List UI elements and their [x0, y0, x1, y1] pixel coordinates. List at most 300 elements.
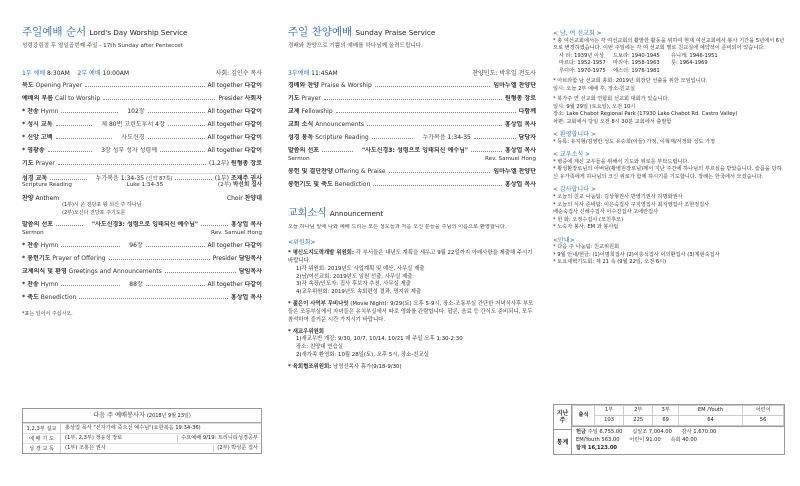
next-week-key: 예 배 기 도: [23, 434, 61, 443]
leader-dots: [375, 82, 491, 87]
order-item-leader-ko: 다같이: [244, 133, 262, 141]
order-item-detail: 3장 성부 성자 성령께: [101, 146, 158, 154]
scripture-reader-2: 박선희 집사: [233, 181, 262, 188]
praise-order-list-2: [288, 168, 536, 190]
order-row: [288, 181, 536, 190]
order-item: [22, 268, 162, 276]
news-sections: [553, 30, 785, 267]
scripture-mid: 누가복음 1:34-35: [95, 174, 145, 182]
order-item-leader: [493, 82, 536, 90]
praise-order-list-1: [288, 82, 536, 143]
next-week-row: [23, 443, 261, 453]
order-item-en: Hymn: [40, 281, 59, 289]
praise-sermon-ko: 말씀의 선포: [288, 146, 320, 154]
scripture-en-row: [22, 182, 262, 190]
third-service-label: 3부예배: [288, 70, 310, 78]
order-item-leader-ko: 사회자: [244, 94, 262, 102]
offering-thanks: 감사 1,670.00: [681, 429, 717, 435]
news-line: 일시: 9월 29일 (토요일), 오전 10시: [553, 103, 636, 110]
announcement-item-head: * 육회협조위원회:: [288, 363, 332, 370]
news-line: * 9월 안내/헌금: (1)이명희집사 (2)이층석집사 이의환집사 (3)계현숙집사: [553, 251, 720, 258]
news-line: * 등록: 유지형/김영란 성도 유승희(아들) 가정, 이혁재/서정화 성도 가정: [553, 138, 716, 145]
announcement-item-text: [288, 364, 536, 372]
attendance-value: 225: [624, 416, 653, 426]
offering-block: [572, 426, 784, 454]
order-item: [22, 95, 100, 103]
announcement-items: [288, 250, 536, 372]
leader-dots: [367, 121, 502, 126]
order-item-leader-ko: 담임목사: [238, 268, 262, 276]
announcement-item-body: (Movie Night): 9/29(토) 오후 5-9시, 장소-조동부실 간단한 저녁식사후 부모들은 조동부실에서 자녀들은 유치부실에서 따로 영화를 관람합니다. 팝콘, 음료 등 간식도 준비되니, 모두 참석하여 즐거운 시간 가지시기 바랍니다.: [288, 301, 534, 323]
order-item-leader: [208, 134, 263, 142]
order-item-en: Announcements: [315, 120, 364, 128]
order-item-ko: * 찬송: [22, 281, 39, 289]
leader-dots: [373, 181, 502, 186]
order-row: [288, 121, 536, 130]
announcement-item-body: 남영선목사 휴가(9/18-9/30): [333, 363, 402, 370]
sermon-en-row: [22, 230, 262, 238]
attendance-table: [572, 405, 784, 426]
news-line: * 황성환장로님의 아버님(황병원장로님)께서 지난 주간에 하나님의 부르심을 받았습니다. 슬픔을 당하신 유가족에게 하나님의 크신 위로가 함께 하시기를 기도합니다. 장례는 한국에서 모셨습니다.: [553, 166, 782, 180]
scripture-row: [22, 173, 262, 182]
news-line: * 노숙자 봉사: EM 과 봉사팀: [553, 224, 619, 231]
order-item-leader-ko: 임마누엘 찬양단: [493, 167, 536, 175]
leader-dots: [168, 121, 205, 126]
praise-sermon-row: [288, 147, 536, 156]
order-item: [22, 82, 82, 90]
news-body: [553, 159, 785, 182]
news-heading: < 환영합니다 >: [553, 131, 596, 139]
presider: 사회: 김인수 목사: [215, 70, 262, 78]
order-list-1: [22, 82, 262, 169]
order-item: [22, 134, 53, 142]
mission-groups-grid: [553, 53, 785, 76]
worship-order-column: [22, 0, 262, 486]
order-row: [22, 294, 262, 303]
attendance-value: 69: [653, 416, 679, 426]
order-item-ko: * 성시 교독: [22, 120, 53, 128]
order-item-en: Fellowship: [301, 107, 333, 115]
order-item-leader-ko: 다같이: [244, 81, 262, 89]
next-week-value: (1부, 2,3부) 정웅성 장로: [65, 435, 123, 441]
worship-title-en: Lord's Day Worship Service: [89, 28, 188, 37]
order-item-ko: * 봉헌기도: [22, 255, 51, 263]
order-item-en: Benediction: [334, 180, 371, 188]
sermon-ko: 말씀의 선포: [22, 221, 54, 229]
attendance-value: 56: [743, 416, 784, 426]
order-item: [22, 108, 58, 116]
sermon-row: [22, 221, 262, 230]
news-heading: < 감사합니다 >: [553, 186, 596, 194]
news-line: * 아브라함 남 선교회 총회: 2019년 회장단 선출을 위한 모임입니다.: [553, 78, 708, 85]
scripture-part: (1부): [214, 174, 229, 182]
praise-title-en: Sunday Praise Service: [355, 28, 436, 37]
order-row: [288, 134, 536, 143]
next-week-title: [23, 409, 261, 423]
order-item: [288, 121, 364, 129]
mission-group: 룻: 1964-1969: [671, 60, 708, 67]
order-item-en: Praise & Worship: [321, 81, 372, 89]
order-item-detail: 96장: [129, 242, 143, 250]
mission-group: 드보라: 1940-1945: [613, 52, 660, 59]
attendance-value: 64: [678, 416, 742, 426]
attendance-value: 103: [595, 416, 624, 426]
praise-subtitle: 경배와 찬양으로 기쁨의 예배를 하나님께 올려드립니다.: [288, 43, 423, 50]
anthem-choir: 찬양대: [244, 194, 262, 202]
order-row: [22, 268, 262, 277]
news-line: * 북가주 연 선교회 연합회 선교회 대회가 있습니다.: [553, 96, 670, 103]
mission-group: 루디아: 1970-1975: [559, 67, 606, 74]
announcement-item-body: 각 부서들은 내년도 계획을 세우고 9월 22일까지 아래사항을 제출해 주시기 바랍니다.: [288, 250, 533, 264]
next-week-row: [23, 423, 261, 433]
order-item-en: Prayer: [301, 94, 321, 102]
order-item-leader-en: Presider: [212, 255, 237, 263]
order-item-leader-en: Presider: [218, 94, 243, 102]
order-item-leader: [213, 255, 262, 263]
announcement-item-text: [288, 250, 536, 266]
order-item-en: Prayer of Offering: [52, 255, 106, 263]
news-body: [553, 38, 785, 53]
news-line: * 헌 화: 오정수집사 (모친추모): [553, 216, 624, 223]
news-line: * 병중에 계신 교우들을 위해서 기도와 위로를 부탁드립니다.: [553, 158, 690, 165]
standing-note: *표는 일어서 주십시오.: [22, 311, 73, 318]
announcement-item-head: * 평신도지도력개발 위원회:: [288, 250, 355, 257]
news-body: [553, 96, 785, 126]
leader-dots: [85, 82, 204, 87]
order-item-ko: 경배와 찬양: [288, 81, 320, 89]
news-column: [553, 0, 785, 486]
order-item-leader-ko: 홍상업 목사: [230, 294, 262, 302]
order-item-leader: [208, 108, 263, 116]
praise-title-ko: 주일 찬양예배: [288, 26, 353, 38]
order-item: [288, 134, 369, 142]
second-service-label: 2부 예배: [77, 70, 101, 78]
order-item-ko: 예배의 부름: [22, 94, 54, 102]
leader-dots: [61, 281, 120, 286]
praise-leader: 찬양인도: 박후일 전도사: [472, 70, 536, 78]
leader-dots: [474, 134, 516, 139]
order-list-2: [22, 242, 262, 303]
mission-group: 유니게: 1946-1951: [671, 52, 718, 59]
order-item: [22, 121, 53, 129]
announcement-item: [288, 329, 536, 360]
leader-dots: [109, 255, 210, 260]
order-item: [22, 294, 76, 302]
praise-title: [288, 26, 536, 39]
anthem-line-1: (1부)시 온 전당포 왕 되신 주 하나님: [62, 202, 142, 209]
attendance-header-row: [573, 406, 784, 416]
order-row: [288, 95, 536, 104]
order-row: [288, 168, 536, 177]
news-body: [553, 78, 785, 93]
announcement-title: [288, 208, 536, 221]
order-item-leader-en: All together: [207, 120, 243, 128]
first-service-time: 8:30AM: [47, 70, 70, 78]
order-item-leader-ko: 다같이: [244, 242, 262, 250]
leader-dots: [148, 134, 205, 139]
order-item-leader-ko: 다같이: [244, 281, 262, 289]
order-item: [288, 108, 333, 116]
order-item-leader: [493, 168, 536, 176]
order-item-leader: [505, 121, 536, 129]
order-item-leader-en: All together: [207, 81, 243, 89]
order-item-leader-ko: 홍상업 목사: [504, 180, 536, 188]
stats-body: [572, 405, 784, 454]
second-service-time: 10:00AM: [102, 70, 130, 78]
news-line: 차편: 교회에서 당일 오전 8시 30분 교회에서 출발함: [553, 118, 672, 125]
announcement-item-head: * 젊은이 사역부 무비나잇: [288, 301, 349, 308]
announcement-item: [288, 301, 536, 324]
worship-title-ko: 주일예배 순서: [22, 26, 87, 38]
order-item-detail: 102장: [127, 107, 145, 115]
news-body: [553, 139, 785, 147]
leader-dots: [61, 108, 118, 113]
order-row: [22, 121, 262, 130]
order-item: [22, 147, 45, 155]
order-item-leader-ko: 임마누엘 찬양단: [493, 81, 536, 89]
order-item-leader-en: All together: [207, 133, 243, 141]
scripture-ko: 성경 교독: [22, 174, 48, 182]
sermon-preacher: 홍상업 목사: [230, 221, 262, 229]
order-item-en: Prayer: [35, 159, 55, 167]
order-item-leader-en: All together: [207, 281, 243, 289]
next-week-value-2: 수요예배 9/19: 트리니티성경공부: [177, 435, 261, 442]
praise-time-row: [288, 70, 536, 78]
order-item-en: Greetings and Announcements: [68, 268, 162, 276]
order-row: [288, 82, 536, 91]
leader-dots: [79, 294, 228, 299]
next-week-value-2: (2부) 박성준 집사: [213, 445, 261, 452]
order-item: [22, 281, 58, 289]
order-item: [288, 181, 370, 189]
announcement-item-head: * 새교우위원회: [288, 328, 324, 335]
leader-dots: [336, 108, 516, 113]
order-item: [22, 242, 58, 250]
service-times: [22, 70, 262, 78]
order-row: [22, 95, 262, 104]
order-item: [22, 160, 55, 168]
order-item-en: Offering & Praise: [334, 167, 386, 175]
order-item-en: Hymn: [40, 107, 59, 115]
scripture-reader: 조재주 권사: [230, 174, 262, 182]
anthem-line-2: (2부)오신다 전당포 주기도문: [62, 209, 126, 216]
order-item-leader: [208, 82, 263, 90]
announcement-subitem: 2)남/여선교회: 2019년도 임원 선출, 사무실 제출: [296, 273, 413, 280]
announcement-item: [288, 250, 536, 297]
order-item-detail: 누가복음 1:34-35: [422, 133, 471, 141]
order-row: [288, 108, 536, 117]
scripture-en: Scripture Reading: [22, 181, 72, 188]
anthem-lines: [62, 202, 262, 217]
leader-dots: [103, 95, 215, 100]
order-item-detail: 사도신경: [121, 133, 145, 141]
news-heading: <안내>: [553, 236, 575, 244]
attendance-label: 출석: [573, 406, 595, 426]
attendance-header: 어린이: [743, 406, 784, 416]
order-item-leader-ko: 담당자: [518, 133, 536, 141]
offering-sunday: 주일 6,755.00: [587, 429, 623, 435]
next-week-rows: [23, 423, 261, 453]
announcement-title-en: Announcement: [329, 209, 384, 218]
next-week-key: 성 경 교 독: [23, 444, 61, 453]
order-item-leader: [208, 147, 262, 155]
third-service-time: 11:45AM: [311, 70, 338, 78]
next-week-title-text: 다음 주 예배봉사자: [93, 412, 145, 419]
order-item-detail: 88장: [129, 281, 143, 289]
leader-dots: [146, 281, 205, 286]
sermon-preacher-en: Rev. Samuel Hong: [211, 230, 262, 237]
attendance-header: EM /Youth: [678, 406, 742, 416]
announcement-item: [288, 364, 536, 372]
next-week-value: (1부) 조홍은 권사: [65, 445, 106, 451]
mission-group: 마리아: 1958-1963: [613, 60, 660, 67]
offering-cell: 속회 40.00: [670, 436, 697, 443]
worship-title: [22, 26, 262, 39]
offering-children: 어린이 91.00: [629, 436, 661, 443]
order-item: [22, 255, 106, 263]
first-service-label: 1부 예배: [22, 70, 46, 78]
leader-dots: [160, 147, 204, 152]
leader-dots: [61, 242, 120, 247]
order-item: [288, 95, 321, 103]
offering-tithe: 십일조 7,004.00: [632, 429, 672, 435]
attendance-header: 2부: [624, 406, 653, 416]
leader-dots: [372, 134, 414, 139]
order-item-en: Call to Worship: [55, 94, 101, 102]
praise-sermon-preacher-en: Rev. Samuel Hong: [485, 155, 536, 162]
news-body: [553, 194, 785, 232]
anthem-choir-en: Choir: [226, 194, 243, 202]
order-item-leader-ko: 다같이: [244, 146, 262, 154]
order-item-leader: [208, 242, 263, 250]
offering-total: 합계 16,123.00: [576, 444, 618, 451]
praise-service-column: [288, 0, 536, 486]
order-item-leader-en: All together: [207, 242, 243, 250]
order-item-ko: 기도: [288, 94, 300, 102]
announcement-title-ko: 교회소식: [288, 207, 327, 219]
praise-sermon-preacher: 홍상업 목사: [504, 146, 536, 154]
order-item-leader: [231, 294, 262, 302]
order-row: [22, 108, 262, 117]
order-row: [22, 147, 262, 156]
mission-group: 마르다: 1952-1957: [559, 60, 606, 67]
order-item: [288, 82, 372, 90]
news-line: 배순숙집사 신해수집사 이수진집사 고애란집사: [553, 209, 659, 216]
leader-dots: [165, 268, 236, 273]
news-line: * 총 여선교회에서는 각 여선교회의 활발한 활동을 위하여 현재 여선교회에서 봉사 기간을 5년에서 6년으로 변경하였습니다. 이번 주일에는 각 여 선교회 별로 친교실에 예약석이 준비되어 있습니다.: [553, 37, 785, 52]
order-item-en: Scripture Reading: [315, 133, 369, 141]
news-line: 장소: Lake Chabot Regional Park (17930 Lake Chabot Rd. Castro Valley): [553, 111, 738, 118]
sermon-title: "사도신경3: 성령으로 잉태되신 예수님": [91, 221, 199, 229]
news-line: 일시: 오늘 2부 예배 후, 장소-친교실: [553, 85, 635, 92]
attendance-header: 1부: [595, 406, 624, 416]
leader-dots: [56, 134, 113, 139]
announcement-subitem: 4)교우위원회: 2019년도 속회편성 결과, 명지위 제출: [296, 289, 422, 296]
announcement-item-text: [288, 301, 536, 324]
order-item-en: Opening Prayer: [35, 81, 83, 89]
leader-dots: [146, 242, 205, 247]
order-item: [288, 168, 386, 176]
stats-side-label-2: 통계: [554, 429, 571, 454]
news-body: [553, 244, 785, 267]
order-item-ko: * 영광송: [22, 146, 45, 154]
sermon-en: Sermon: [22, 230, 44, 237]
scripture-part-2: (2부): [217, 181, 232, 188]
announcement-subitem: 2)새가족 환영회: 10월 28일(토), 오후 5시, 장소-친교실: [296, 352, 429, 359]
announcement-subitem: 장소: 친양대 연습실: [296, 344, 343, 351]
leader-dots: [389, 168, 491, 173]
order-item-leader: [208, 121, 262, 129]
order-item-detail: 제 80번 고린도후서 4장: [101, 120, 165, 128]
praise-sermon-title: "사도신경3: 성령으로 잉태되신 예수님": [361, 146, 469, 154]
order-item-ko: * 축도: [22, 294, 39, 302]
last-week-stats: [553, 404, 785, 455]
news-line: * 토요새벽기도회: 제 21 속 (9월 22일, 오전 6시): [553, 259, 667, 266]
announcement-subitem: 3)각 속장/인도자: 집사 후보자 추천, 사무실 제출: [296, 281, 411, 288]
stats-side: [554, 405, 572, 454]
offering-em-youth: EM/Youth 563.00: [576, 436, 620, 443]
praise-sermon-en: Sermon: [288, 155, 310, 162]
leader-dots: [48, 147, 92, 152]
order-item-leader-en: All together: [207, 107, 243, 115]
order-item-ko: 봉헌기도 및 축도: [288, 180, 333, 188]
next-week-value: 홍상업 목사 "신자가에 죽으신 예수님"(요한복음 19:34-36): [65, 425, 201, 431]
order-row: [22, 255, 262, 264]
committee-heading: <위원회>: [288, 238, 316, 246]
anthem-row: [22, 195, 262, 203]
order-row: [22, 281, 262, 290]
order-item-ko: * 찬송: [22, 242, 39, 250]
order-item-leader-en: All together: [207, 146, 243, 154]
announcement-subitem: 1)새교우반 개강: 9/30, 10/7, 10/14, 10/21 매 주일 오후 1:30-2:30: [296, 336, 463, 343]
mission-group: 사 라: 1939년 이상: [559, 52, 604, 59]
attendance-value-row: [573, 416, 784, 426]
order-item-leader: [505, 181, 536, 189]
leader-dots: [58, 160, 206, 165]
order-item-leader-ko: 다같이: [244, 107, 262, 115]
order-item-leader-ko: 다같이: [244, 120, 262, 128]
mission-group: 에스더: 1976-1981: [613, 67, 660, 74]
leader-dots: [324, 95, 502, 100]
order-row: [22, 82, 262, 91]
anthem-en: Anthem: [35, 194, 60, 202]
order-row: [22, 134, 262, 143]
news-heading: < 남, 여 선교회 >: [553, 30, 602, 37]
scripture-note: (신약 87쪽): [145, 175, 173, 182]
scripture-ref-en: Luke 1:34-35: [126, 181, 164, 188]
praise-sermon-en-row: [288, 156, 536, 164]
worship-subtitle: 성령강림절 후 열일곱번째 주일 - 17th Sunday after Pentecost: [22, 43, 183, 50]
announcement-subitem: 1)각 위원회: 2019년도 사업계획 및 예산, 사무실 제출: [296, 265, 425, 272]
next-week-servants-box: [22, 408, 262, 454]
order-item-leader-ko: 담임목사: [238, 255, 262, 263]
stats-side-label-1: 지난 주: [556, 409, 569, 425]
order-row: [22, 160, 262, 169]
order-item-leader: [519, 108, 536, 116]
order-item-ko: * 신앙 고백: [22, 133, 53, 141]
offering-label: 헌금: [576, 429, 587, 435]
order-item-ko: 교제: [288, 107, 300, 115]
order-item-leader-en: (1,2부): [208, 159, 229, 167]
order-item-leader: [239, 268, 262, 276]
order-item-leader: [209, 160, 262, 168]
anthem-ko: 찬양: [22, 194, 34, 202]
order-item-ko: 봉헌 및 결단찬양: [288, 167, 333, 175]
announcement-welcome: 오늘 하나님 앞에 나와 예배 드리는 모든 성도들과 처음 오신 분들을 주님의 이름으로 환영합니다.: [288, 224, 507, 231]
news-heading: < 교우소식 >: [553, 151, 591, 159]
news-line: * 다음 주 나눔팀: 친교위원회: [553, 244, 620, 251]
next-week-date: (2018년 9월 23일): [146, 413, 191, 419]
